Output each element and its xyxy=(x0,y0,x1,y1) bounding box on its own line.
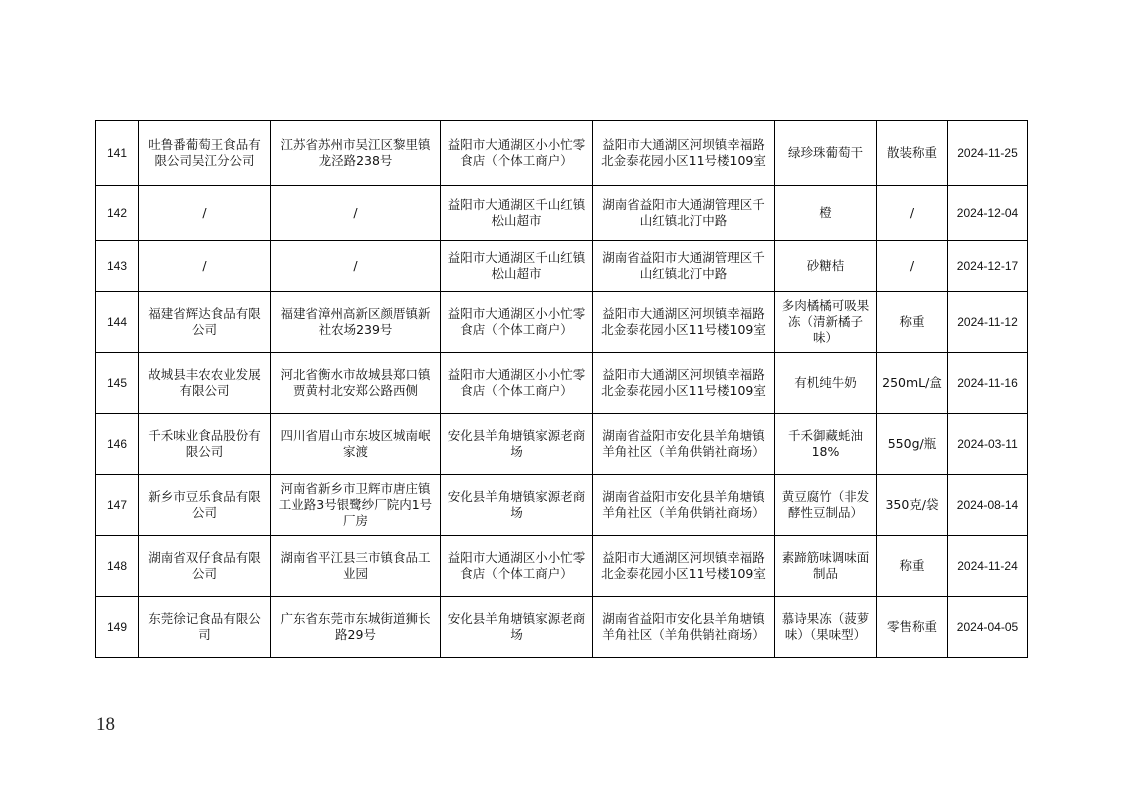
table-row xyxy=(96,597,1028,658)
production-date: 2024-11-25 xyxy=(948,121,1028,186)
seller-name: 益阳市大通湖区小小忙零食店（个体工商户） xyxy=(441,292,593,353)
product-spec: 250mL/盒 xyxy=(877,353,948,414)
product-spec: 散装称重 xyxy=(877,121,948,186)
row-number: 141 xyxy=(96,121,139,186)
seller-address: 湖南省益阳市大通湖管理区千山红镇北汀中路 xyxy=(593,186,775,241)
product-name: 慕诗果冻（菠萝味）（果味型） xyxy=(775,597,877,658)
seller-address: 益阳市大通湖区河坝镇幸福路北金泰花园小区11号楼109室 xyxy=(593,121,775,186)
row-number: 143 xyxy=(96,241,139,292)
product-name: 千禾御藏蚝油18% xyxy=(775,414,877,475)
row-number: 146 xyxy=(96,414,139,475)
table-row xyxy=(96,536,1028,597)
table-row xyxy=(96,121,1028,186)
product-name: 橙 xyxy=(775,186,877,241)
manufacturer-name: / xyxy=(139,241,271,292)
seller-address: 益阳市大通湖区河坝镇幸福路北金泰花园小区11号楼109室 xyxy=(593,536,775,597)
product-spec: 550g/瓶 xyxy=(877,414,948,475)
page-number: 18 xyxy=(96,714,115,735)
seller-name: 益阳市大通湖区小小忙零食店（个体工商户） xyxy=(441,536,593,597)
table-row xyxy=(96,186,1028,241)
manufacturer-address: 广东省东莞市东城街道狮长路29号 xyxy=(271,597,441,658)
manufacturer-address: / xyxy=(271,186,441,241)
seller-name: 益阳市大通湖区千山红镇松山超市 xyxy=(441,241,593,292)
row-number: 142 xyxy=(96,186,139,241)
product-name: 绿珍珠葡萄干 xyxy=(775,121,877,186)
product-spec: 零售称重 xyxy=(877,597,948,658)
seller-address: 湖南省益阳市安化县羊角塘镇羊角社区（羊角供销社商场） xyxy=(593,597,775,658)
manufacturer-name: 千禾味业食品股份有限公司 xyxy=(139,414,271,475)
row-number: 149 xyxy=(96,597,139,658)
row-number: 148 xyxy=(96,536,139,597)
manufacturer-name: / xyxy=(139,186,271,241)
manufacturer-address: 福建省漳州高新区颜厝镇新社农场239号 xyxy=(271,292,441,353)
manufacturer-name: 福建省辉达食品有限公司 xyxy=(139,292,271,353)
table-body xyxy=(96,121,1028,658)
seller-address: 益阳市大通湖区河坝镇幸福路北金泰花园小区11号楼109室 xyxy=(593,292,775,353)
table-row xyxy=(96,353,1028,414)
table-row xyxy=(96,475,1028,536)
seller-name: 安化县羊角塘镇家源老商场 xyxy=(441,597,593,658)
production-date: 2024-04-05 xyxy=(948,597,1028,658)
manufacturer-name: 吐鲁番葡萄王食品有限公司吴江分公司 xyxy=(139,121,271,186)
seller-address: 湖南省益阳市安化县羊角塘镇羊角社区（羊角供销社商场） xyxy=(593,475,775,536)
seller-address: 益阳市大通湖区河坝镇幸福路北金泰花园小区11号楼109室 xyxy=(593,353,775,414)
manufacturer-address: 河北省衡水市故城县郑口镇贾黄村北安郑公路西侧 xyxy=(271,353,441,414)
manufacturer-name: 湖南省双仔食品有限公司 xyxy=(139,536,271,597)
production-date: 2024-11-12 xyxy=(948,292,1028,353)
seller-name: 益阳市大通湖区小小忙零食店（个体工商户） xyxy=(441,121,593,186)
seller-name: 益阳市大通湖区千山红镇松山超市 xyxy=(441,186,593,241)
product-name: 多肉橘橘可吸果冻（清新橘子味） xyxy=(775,292,877,353)
product-name: 有机纯牛奶 xyxy=(775,353,877,414)
manufacturer-address: 河南省新乡市卫辉市唐庄镇工业路3号银鹭纱厂院内1号厂房 xyxy=(271,475,441,536)
product-spec: 称重 xyxy=(877,292,948,353)
seller-address: 湖南省益阳市安化县羊角塘镇羊角社区（羊角供销社商场） xyxy=(593,414,775,475)
product-name: 砂糖桔 xyxy=(775,241,877,292)
production-date: 2024-11-16 xyxy=(948,353,1028,414)
manufacturer-name: 东莞徐记食品有限公司 xyxy=(139,597,271,658)
manufacturer-address: 江苏省苏州市吴江区黎里镇龙泾路238号 xyxy=(271,121,441,186)
production-date: 2024-12-17 xyxy=(948,241,1028,292)
production-date: 2024-08-14 xyxy=(948,475,1028,536)
product-spec: / xyxy=(877,241,948,292)
seller-name: 安化县羊角塘镇家源老商场 xyxy=(441,414,593,475)
manufacturer-name: 故城县丰农农业发展有限公司 xyxy=(139,353,271,414)
production-date: 2024-03-11 xyxy=(948,414,1028,475)
row-number: 144 xyxy=(96,292,139,353)
sampling-table xyxy=(95,120,1028,658)
manufacturer-name: 新乡市豆乐食品有限公司 xyxy=(139,475,271,536)
product-name: 黄豆腐竹（非发酵性豆制品） xyxy=(775,475,877,536)
row-number: 145 xyxy=(96,353,139,414)
table-row xyxy=(96,292,1028,353)
seller-name: 安化县羊角塘镇家源老商场 xyxy=(441,475,593,536)
product-spec: 称重 xyxy=(877,536,948,597)
product-name: 素蹄筋味调味面制品 xyxy=(775,536,877,597)
production-date: 2024-11-24 xyxy=(948,536,1028,597)
manufacturer-address: 四川省眉山市东坡区城南岷家渡 xyxy=(271,414,441,475)
product-spec: / xyxy=(877,186,948,241)
seller-address: 湖南省益阳市大通湖管理区千山红镇北汀中路 xyxy=(593,241,775,292)
table-row xyxy=(96,414,1028,475)
manufacturer-address: / xyxy=(271,241,441,292)
seller-name: 益阳市大通湖区小小忙零食店（个体工商户） xyxy=(441,353,593,414)
manufacturer-address: 湖南省平江县三市镇食品工业园 xyxy=(271,536,441,597)
table-row xyxy=(96,241,1028,292)
production-date: 2024-12-04 xyxy=(948,186,1028,241)
row-number: 147 xyxy=(96,475,139,536)
product-spec: 350克/袋 xyxy=(877,475,948,536)
